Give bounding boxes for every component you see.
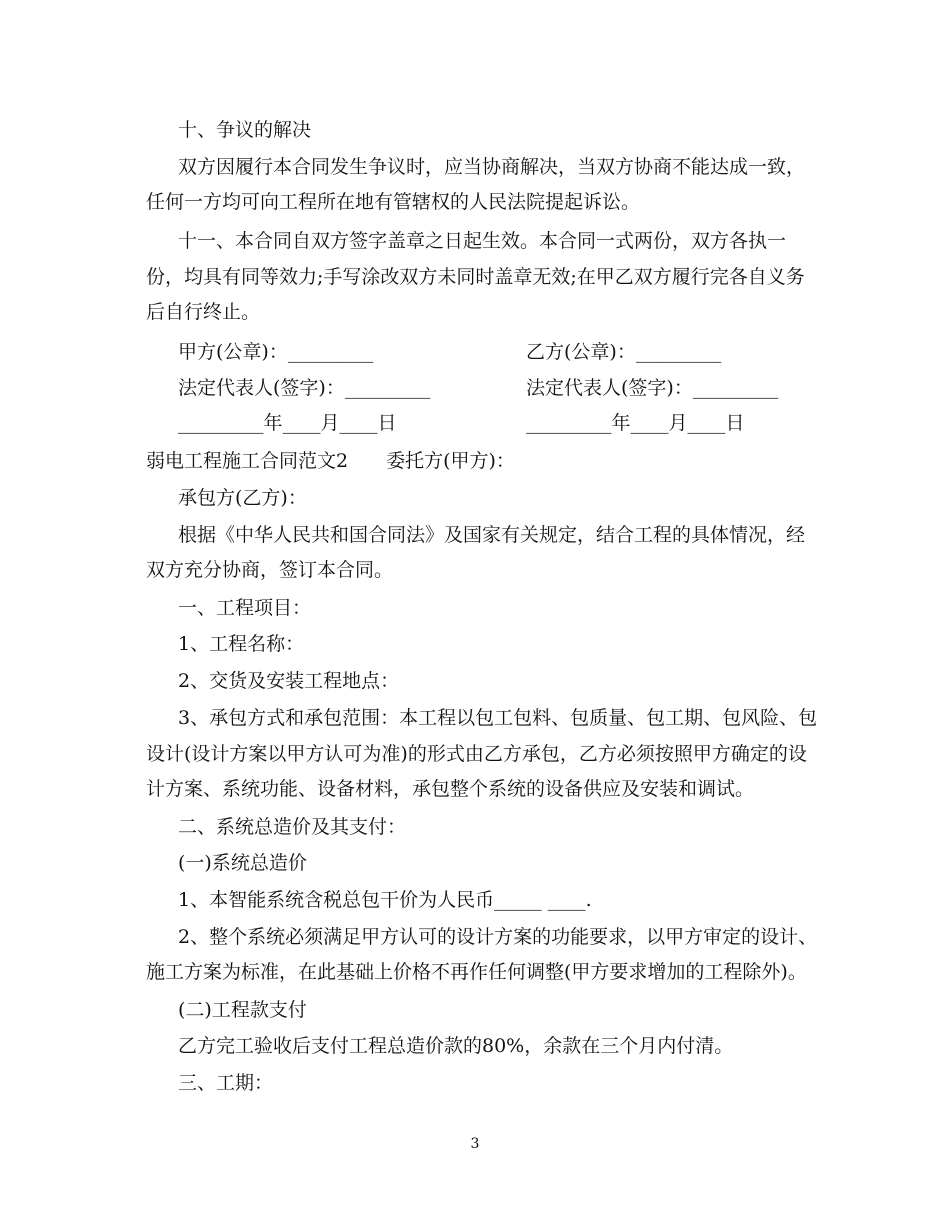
section-heading-schedule: 三、工期： — [178, 1072, 274, 1094]
party-a-date-field: _________年____月____日 — [178, 412, 397, 434]
page-number: 3 — [470, 1136, 480, 1152]
section-heading-project: 一、工程项目： — [178, 597, 312, 619]
paragraph-line: 十一、本合同自双方签字盖章之日起生效。本合同一式两份，双方各执一 — [178, 230, 787, 252]
paragraph-line: 任何一方均可向工程所在地有管辖权的人民法院提起诉讼。 — [146, 191, 641, 213]
section-heading-price: 二、系统总造价及其支付： — [178, 816, 407, 838]
contractor-line: 承包方(乙方)： — [178, 487, 307, 509]
party-b-date-field: _________年____月____日 — [526, 412, 745, 434]
party-b-representative-field: 法定代表人(签字)：_________ — [526, 377, 779, 399]
paragraph-line: 设计(设计方案以甲方认可为准)的形式由乙方承包，乙方必须按照甲方确定的设 — [146, 743, 807, 765]
subsection-heading: (一)系统总造价 — [178, 852, 307, 874]
paragraph-line: 计方案、系统功能、设备材料，承包整个系统的设备供应及安装和调试。 — [146, 778, 755, 800]
section-heading-dispute: 十、争议的解决 — [178, 119, 312, 141]
party-b-seal-field: 乙方(公章)：_________ — [526, 341, 722, 363]
party-a-representative-field: 法定代表人(签字)：_________ — [178, 377, 431, 399]
list-item: 1、本智能系统含税总包干价为人民币_____ ____. — [178, 889, 592, 911]
list-item: 2、交货及安装工程地点： — [178, 670, 400, 692]
paragraph-line: 乙方完工验收后支付工程总造价款的80%，余款在三个月内付清。 — [178, 1035, 734, 1057]
paragraph-line: 双方充分协商，签订本合同。 — [146, 559, 394, 581]
contract-title-line: 弱电工程施工合同范文2 委托方(甲方)： — [146, 450, 515, 472]
list-item: 1、工程名称： — [178, 633, 305, 655]
paragraph-line: 后自行终止。 — [146, 301, 261, 323]
list-item: 3、承包方式和承包范围：本工程以包工包料、包质量、包工期、包风险、包 — [178, 707, 818, 729]
paragraph-line: 施工方案为标准，在此基础上价格不再作任何调整(甲方要求增加的工程除外)。 — [146, 961, 807, 983]
paragraph-line: 双方因履行本合同发生争议时，应当协商解决，当双方协商不能达成一致， — [178, 156, 806, 178]
paragraph-line: 根据《中华人民共和国合同法》及国家有关规定，结合工程的具体情况，经 — [178, 524, 806, 546]
party-a-seal-field: 甲方(公章)：_________ — [178, 341, 374, 363]
list-item: 2、整个系统必须满足甲方认可的设计方案的功能要求，以甲方审定的设计、 — [178, 926, 818, 948]
paragraph-line: 份，均具有同等效力;手写涂改双方未同时盖章无效;在甲乙双方履行完各自义务 — [146, 266, 805, 288]
subsection-heading: (二)工程款支付 — [178, 999, 307, 1021]
